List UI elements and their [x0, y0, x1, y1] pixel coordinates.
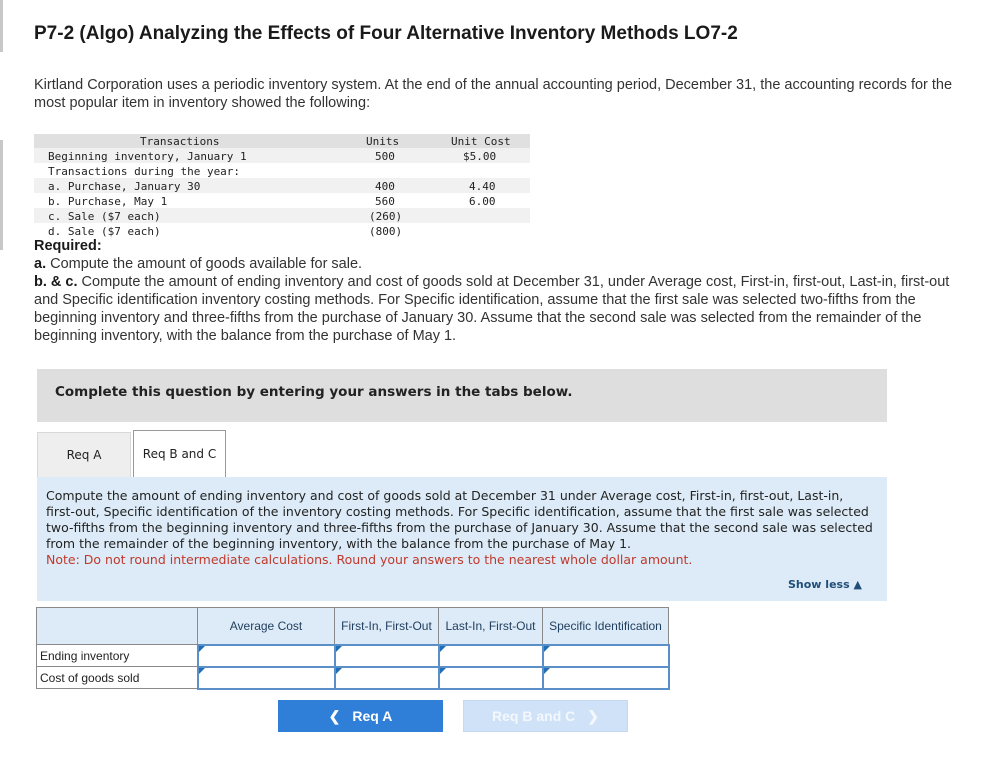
input-flag-icon — [440, 646, 446, 652]
row-label-ending-inventory: Ending inventory — [37, 645, 198, 667]
required-section — [34, 237, 974, 345]
transaction-units: 500 — [375, 150, 395, 163]
required-heading: Required: — [34, 238, 102, 254]
left-edge-bar — [0, 0, 3, 52]
tab-req-a[interactable]: Req A — [37, 432, 131, 477]
transaction-units: (800) — [369, 225, 403, 238]
transaction-units: 400 — [375, 180, 395, 193]
answer-table — [36, 607, 670, 690]
transaction-label: Transactions during the year: — [48, 165, 241, 178]
table-corner — [37, 608, 198, 645]
ending-inventory-fifo-input[interactable] — [335, 645, 439, 667]
intro-text: Kirtland Corporation uses a periodic inventory system. At the end of the annual accounting period, December 31, the accounting records for the most popular item in inventory showed the following: — [34, 77, 953, 111]
unit-cost-header: Unit Cost — [451, 135, 511, 148]
input-flag-icon — [336, 668, 342, 674]
column-header-average-cost: Average Cost — [198, 608, 335, 645]
transaction-label: a. Purchase, January 30 — [48, 180, 201, 193]
cogs-fifo-input[interactable] — [335, 667, 439, 689]
instruction-banner-text: Complete this question by entering your answers in the tabs below. — [55, 384, 573, 400]
cogs-lifo-input[interactable] — [439, 667, 543, 689]
left-edge-bar — [0, 140, 3, 250]
units-header: Units — [366, 135, 400, 148]
transaction-cost: 6.00 — [469, 195, 496, 208]
chevron-left-icon: ❮ — [328, 707, 341, 724]
ending-inventory-specific-id-input[interactable] — [543, 645, 669, 667]
transactions-header: Transactions — [140, 135, 220, 148]
input-flag-icon — [544, 646, 550, 652]
prev-req-a-button[interactable]: ❮ Req A — [278, 700, 443, 732]
transaction-label: d. Sale ($7 each) — [48, 225, 161, 238]
required-a: a. Compute the amount of goods available for sale. — [34, 256, 363, 272]
column-header-lifo: Last-In, First-Out — [439, 608, 543, 645]
transaction-label: b. Purchase, May 1 — [48, 195, 168, 208]
panel-instructions: Compute the amount of ending inventory and cost of goods sold at December 31 under Average cost, First-in, first-out, Last-in, first-out, Specific identification of the inventory costing methods. For Specific identification, assume that the first sale was selected two-fifths from the beginning inventory and three-fifths from the purchase of January 30. Assume that the second sale was selected from the remainder of the beginning inventory, with the balance from the purchase of May 1. Note: Do not round intermediate calculations. Round your answers to the nearest whole dollar amount. — [46, 488, 876, 568]
cogs-average-cost-input[interactable] — [198, 667, 335, 689]
input-flag-icon — [199, 668, 205, 674]
input-flag-icon — [440, 668, 446, 674]
input-flag-icon — [544, 668, 550, 674]
transaction-cost: $5.00 — [463, 150, 497, 163]
rounding-note: Note: Do not round intermediate calculations. Round your answers to the nearest whole dollar amount. — [46, 552, 693, 567]
table-row — [37, 667, 669, 689]
required-bc: b. & c. Compute the amount of ending inventory and cost of goods sold at December 31, under Average cost, First-in, first-out, Last-in, first-out and Specific identification inventory costing methods. For Specific identification, assume that the first sale was selected two-fifths from the beginning inventory and three-fifths from the purchase of January 30. Assume that the second sale was selected from the remainder of the beginning inventory, with the balance from the purchase of May 1. — [34, 274, 950, 344]
tab-req-b-and-c[interactable]: Req B and C — [133, 430, 226, 477]
transaction-label: Beginning inventory, January 1 — [48, 150, 247, 163]
column-header-fifo: First-In, First-Out — [335, 608, 439, 645]
input-flag-icon — [199, 646, 205, 652]
transaction-units: (260) — [369, 210, 403, 223]
transaction-units: 560 — [375, 195, 395, 208]
ending-inventory-average-cost-input[interactable] — [198, 645, 335, 667]
caret-up-icon: ▲ — [853, 578, 862, 591]
page-title: P7-2 (Algo) Analyzing the Effects of Four Alternative Inventory Methods LO7-2 — [34, 23, 738, 44]
input-flag-icon — [336, 646, 342, 652]
column-header-specific-id: Specific Identification — [543, 608, 669, 645]
ending-inventory-lifo-input[interactable] — [439, 645, 543, 667]
transaction-cost: 4.40 — [469, 180, 496, 193]
table-row — [37, 645, 669, 667]
row-label-cost-of-goods-sold: Cost of goods sold — [37, 667, 198, 689]
next-req-b-and-c-button[interactable]: Req B and C ❯ — [463, 700, 628, 732]
cogs-specific-id-input[interactable] — [543, 667, 669, 689]
show-less-link[interactable]: Show less ▲ — [788, 578, 862, 591]
transaction-label: c. Sale ($7 each) — [48, 210, 161, 223]
chevron-right-icon: ❯ — [587, 707, 599, 724]
